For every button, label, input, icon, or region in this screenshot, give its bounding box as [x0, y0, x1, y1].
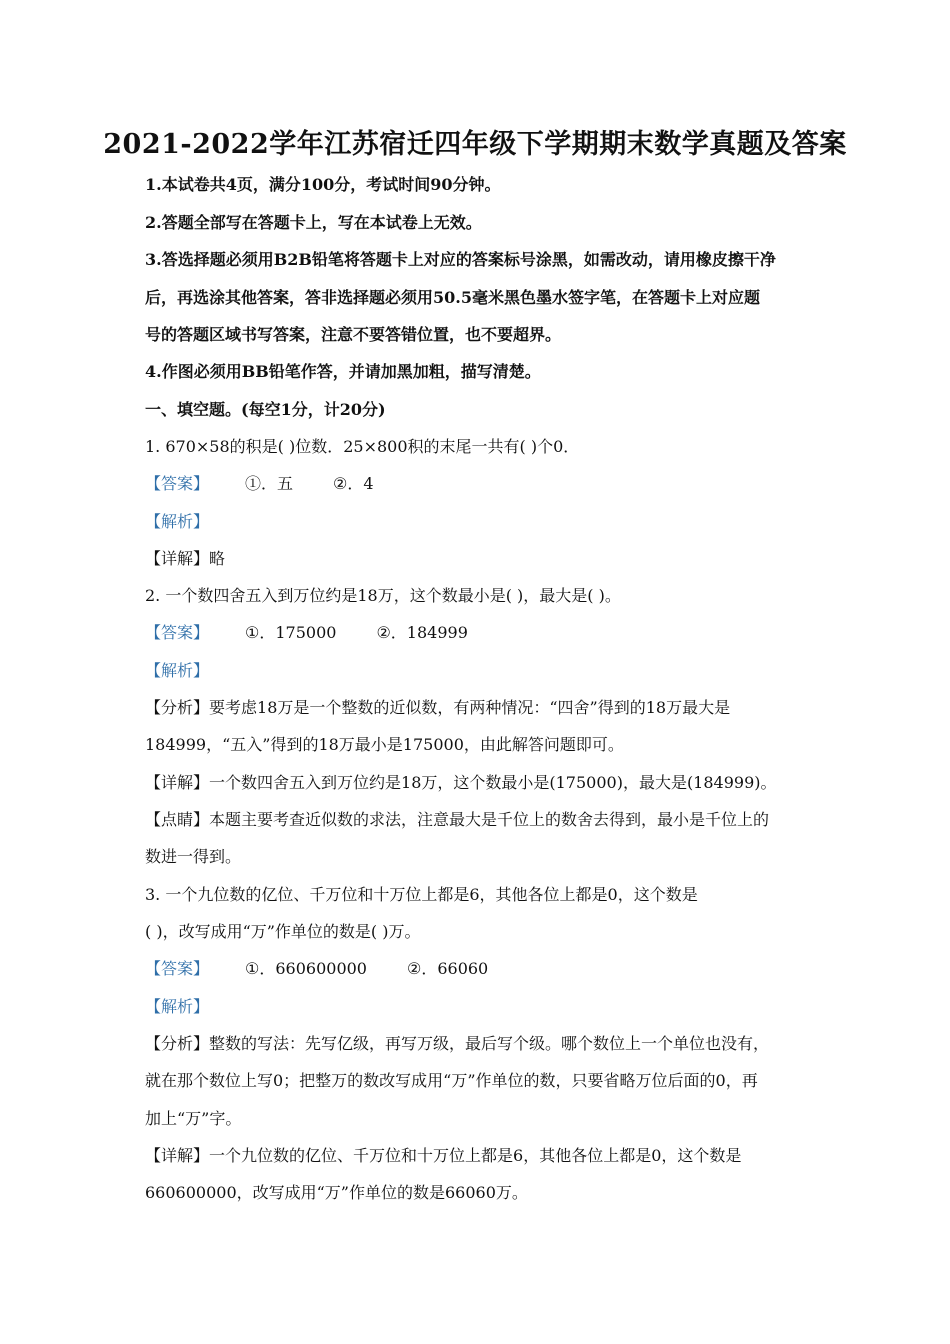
- q1-analysis-row: [145, 511, 815, 533]
- instruction-1: 1.本试卷共4页，满分100分，考试时间90分钟。: [145, 175, 501, 194]
- fenxi-tag: 【分析】: [145, 698, 210, 717]
- instruction-3b: 后，再选涂其他答案，答非选择题必须用50.5毫米黑色墨水签字笔，在答题卡上对应题: [145, 288, 760, 307]
- q2-detail-row: [145, 772, 815, 794]
- q3-fenxi-row: [145, 1033, 815, 1055]
- section-1-title: 一、填空题。(每空1分，计20分): [145, 400, 386, 419]
- q2-point-row: [145, 809, 815, 831]
- answer-tag: 【答案】: [145, 623, 210, 642]
- q2-analysis-2: 184999，“五入”得到的18万最小是175000，由此解答问题即可。: [145, 735, 624, 754]
- instruction-4: 4.作图必须用BB铅笔作答，并请加黑加粗，描写清楚。: [145, 362, 541, 381]
- dianjing-tag: 【点睛】: [145, 810, 210, 829]
- page-title: 2021-2022学年江苏宿迁四年级下学期期末数学真题及答案: [103, 129, 847, 160]
- q3-detail-row: [145, 1145, 815, 1167]
- q2-analysis-1: 要考虑18万是一个整数的近似数，有两种情况：“四舍”得到的18万最大是: [209, 698, 731, 717]
- q2-question: 2. 一个数四舍五入到万位约是18万，这个数最小是( )，最大是( )。: [145, 586, 621, 605]
- answer-tag: 【答案】: [145, 959, 210, 978]
- q1-answer-2: ②．4: [333, 474, 374, 493]
- q1-answer-row: [145, 473, 815, 495]
- q3-detail-1: 一个九位数的亿位、千万位和十万位上都是6，其他各位上都是0，这个数是: [209, 1146, 742, 1165]
- q2-point-1: 本题主要考查近似数的求法，注意最大是千位上的数舍去得到，最小是千位上的: [209, 810, 770, 829]
- q1-question: 1. 670×58的积是( )位数．25×800积的末尾一共有( )个0．: [145, 437, 580, 456]
- q3-question-2: ( )，改写成用“万”作单位的数是( )万。: [145, 922, 421, 941]
- q1-detail: 略: [209, 549, 226, 568]
- instruction-3a: 3.答选择题必须用B2B铅笔将答题卡上对应的答案标号涂黑，如需改动，请用橡皮擦干净: [145, 250, 776, 269]
- q3-analysis-1: 整数的写法：先写亿级，再写万级，最后写个级。哪个数位上一个单位也没有，: [209, 1034, 770, 1053]
- q1-detail-row: [145, 548, 815, 570]
- q3-answer-2: ②．66060: [406, 959, 489, 978]
- q3-answer-row: [145, 958, 815, 980]
- q3-answer-1: ①．660600000: [245, 959, 367, 978]
- answer-tag: 【答案】: [145, 474, 210, 493]
- detail-tag: 【详解】: [145, 773, 210, 792]
- q3-detail-2: 660600000，改写成用“万”作单位的数是66060万。: [145, 1183, 528, 1202]
- q2-fenxi-row: [145, 697, 815, 719]
- q2-answer-row: [145, 622, 815, 644]
- q2-detail: 一个数四舍五入到万位约是18万，这个数最小是(175000)，最大是(184999)。: [209, 773, 777, 792]
- q1-answer-1: ①．五: [245, 474, 294, 493]
- q3-analysis-3: 加上“万”字。: [145, 1109, 242, 1128]
- q3-analysis-2: 就在那个数位上写0；把整万的数改写成用“万”作单位的数，只要省略万位后面的0，再: [145, 1071, 758, 1090]
- analysis-tag: 【解析】: [145, 997, 210, 1016]
- fenxi-tag: 【分析】: [145, 1034, 210, 1053]
- q2-analysis-row: [145, 660, 815, 682]
- q2-point-2: 数进一得到。: [145, 847, 242, 866]
- q3-question-1: 3. 一个九位数的亿位、千万位和十万位上都是6，其他各位上都是0，这个数是: [145, 885, 698, 904]
- detail-tag: 【详解】: [145, 1146, 210, 1165]
- instruction-3c: 号的答题区域书写答案，注意不要答错位置，也不要超界。: [145, 325, 562, 344]
- instruction-2: 2.答题全部写在答题卡上，写在本试卷上无效。: [145, 213, 482, 232]
- q2-answer-2: ②．184999: [376, 623, 468, 642]
- detail-tag: 【详解】: [145, 549, 210, 568]
- analysis-tag: 【解析】: [145, 512, 210, 531]
- q2-answer-1: ①．175000: [245, 623, 337, 642]
- analysis-tag: 【解析】: [145, 661, 210, 680]
- q3-analysis-row: [145, 996, 815, 1018]
